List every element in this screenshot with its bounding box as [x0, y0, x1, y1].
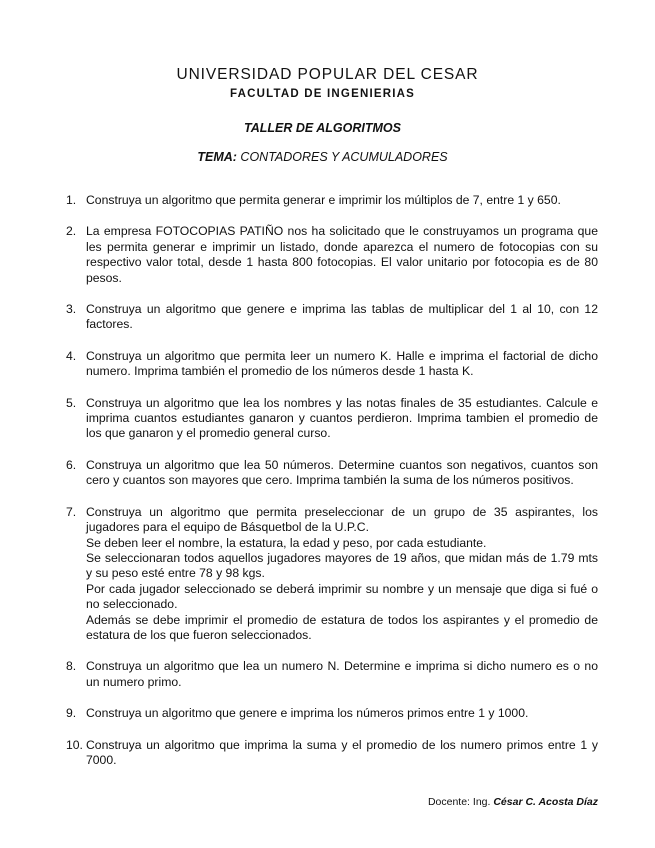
exercise-text: Construya un algoritmo que genere e imprima los números primos entre 1 y 1000. [86, 706, 529, 721]
exercise-number: 8. [66, 659, 77, 674]
exercise-text: Por cada jugador seleccionado se deberá imprimir su nombre y un mensaje que diga si fué o no seleccionado. [86, 581, 598, 612]
exercise-item [66, 302, 598, 333]
exercise-item [66, 738, 598, 769]
teacher-credit [428, 796, 598, 808]
exercise-text: Se deben leer el nombre, la estatura, la edad y peso, por cada estudiante. [86, 535, 487, 550]
topic-text: CONTADORES Y ACUMULADORES [240, 150, 448, 164]
exercise-text: Construya un algoritmo que permita generar e imprimir los múltiplos de 7, entre 1 y 650. [86, 193, 561, 207]
workshop-title: TALLER DE ALGORITMOS [244, 121, 401, 135]
university-title: UNIVERSIDAD POPULAR DEL CESAR [176, 66, 479, 83]
exercise-number: 1. [66, 193, 77, 207]
exercise-text: Construya un algoritmo que lea los nombres y las notas finales de 35 estudiantes. Calcule e imprima cuantos estudiantes ganaron y cuantos perdieron. Imprima tambien el promedio de los que ganaron y el promedio general curso. [86, 395, 598, 441]
exercise-item [66, 659, 598, 690]
teacher-label: Docente: Ing. [427, 796, 491, 808]
exercise-text: Se seleccionaran todos aquellos jugadores mayores de 19 años, que midan más de 1.79 mts y su peso esté entre 78 y 98 kgs. [86, 550, 598, 581]
exercise-number: 9. [66, 706, 77, 721]
exercise-text: Construya un algoritmo que imprima la suma y el promedio de los numero primos entre 1 y 7000. [86, 737, 598, 767]
topic-line [0, 150, 645, 164]
topic-label: TEMA: [197, 150, 237, 164]
exercise-text: Construya un algoritmo que permita preseleccionar de un grupo de 35 aspirantes, los jugadores para el equipo de Básquetbol de la U.P.C. [86, 504, 598, 535]
exercise-number: 4. [66, 348, 77, 363]
exercise-text: Construya un algoritmo que lea 50 números. Determine cuantos son negativos, cuantos son cero y cuantos son mayores que cero. Imprima también la suma de los números positivos. [86, 457, 598, 488]
exercise-item [66, 706, 598, 721]
exercise-item [66, 193, 598, 208]
exercise-text: Construya un algoritmo que permita leer un numero K. Halle e imprima el factorial de dicho numero. Imprima también el promedio de los números desde 1 hasta K. [86, 348, 598, 379]
faculty-subtitle: FACULTAD DE INGENIERIAS [230, 88, 415, 100]
exercise-text: Construya un algoritmo que genere e imprima las tablas de multiplicar del 1 al 10, con 12 factores. [86, 302, 598, 332]
exercise-text: La empresa FOTOCOPIAS PATIÑO nos ha solicitado que le construyamos un programa que les permita generar e imprimir un listado, donde aparezca el numero de fotocopias con su respectivo valor total, desde 1 hasta 800 fotocopias. El valor unitario por fotocopia es de 80 pesos. [86, 224, 598, 285]
exercise-number: 3. [66, 302, 77, 317]
exercise-text: Además se debe imprimir el promedio de estatura de todos los aspirantes y el promedio de estatura de los que fueron seleccionados. [86, 612, 598, 642]
exercise-item [66, 349, 598, 380]
exercise-number: 5. [66, 395, 77, 410]
exercise-number: 2. [66, 224, 77, 239]
exercise-number: 10. [66, 737, 83, 752]
teacher-name: César C. Acosta Díaz [493, 796, 598, 808]
exercise-list [66, 193, 598, 784]
exercise-item [66, 224, 598, 286]
exercise-number: 6. [66, 457, 77, 472]
exercise-item [66, 505, 598, 644]
exercise-item [66, 458, 598, 489]
exercise-item [66, 396, 598, 442]
exercise-number: 7. [66, 504, 77, 519]
exercise-text: Construya un algoritmo que lea un numero N. Determine e imprima si dicho numero es o no un numero primo. [86, 659, 598, 689]
